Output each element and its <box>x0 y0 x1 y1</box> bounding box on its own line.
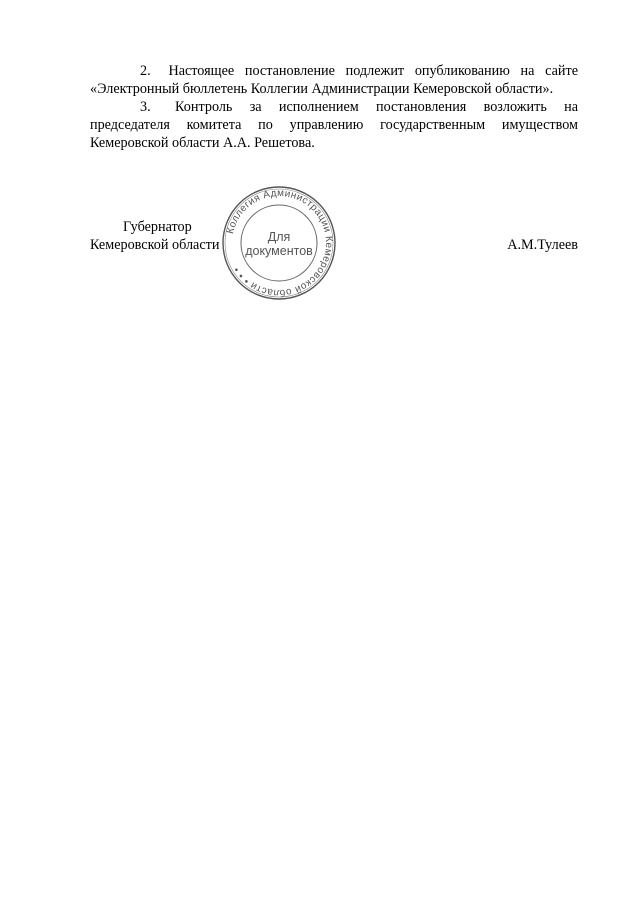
paragraph-3: 3. Контроль за исполнением постановления возложить на председателя комитета по управлению государственным имуществом Кемеровской области А.А. Решетова. <box>90 99 578 151</box>
signatory-name: А.М.Тулеев <box>507 237 578 253</box>
seal-ring-text: Коллегия Администрации Кемеровской области • • • <box>224 187 335 299</box>
official-seal <box>220 184 338 302</box>
seal-graphic <box>220 184 338 302</box>
document-body <box>90 62 578 152</box>
signatory-region: Кемеровской области <box>90 237 220 253</box>
paragraph-2: 2. Настоящее постановление подлежит опубликованию на сайте «Электронный бюллетень Коллегии Администрации Кемеровской области». <box>90 63 578 97</box>
seal-center-line1: Для <box>267 230 291 244</box>
signatory-title: Губернатор <box>123 219 192 235</box>
seal-center-line2: документов <box>245 244 313 258</box>
